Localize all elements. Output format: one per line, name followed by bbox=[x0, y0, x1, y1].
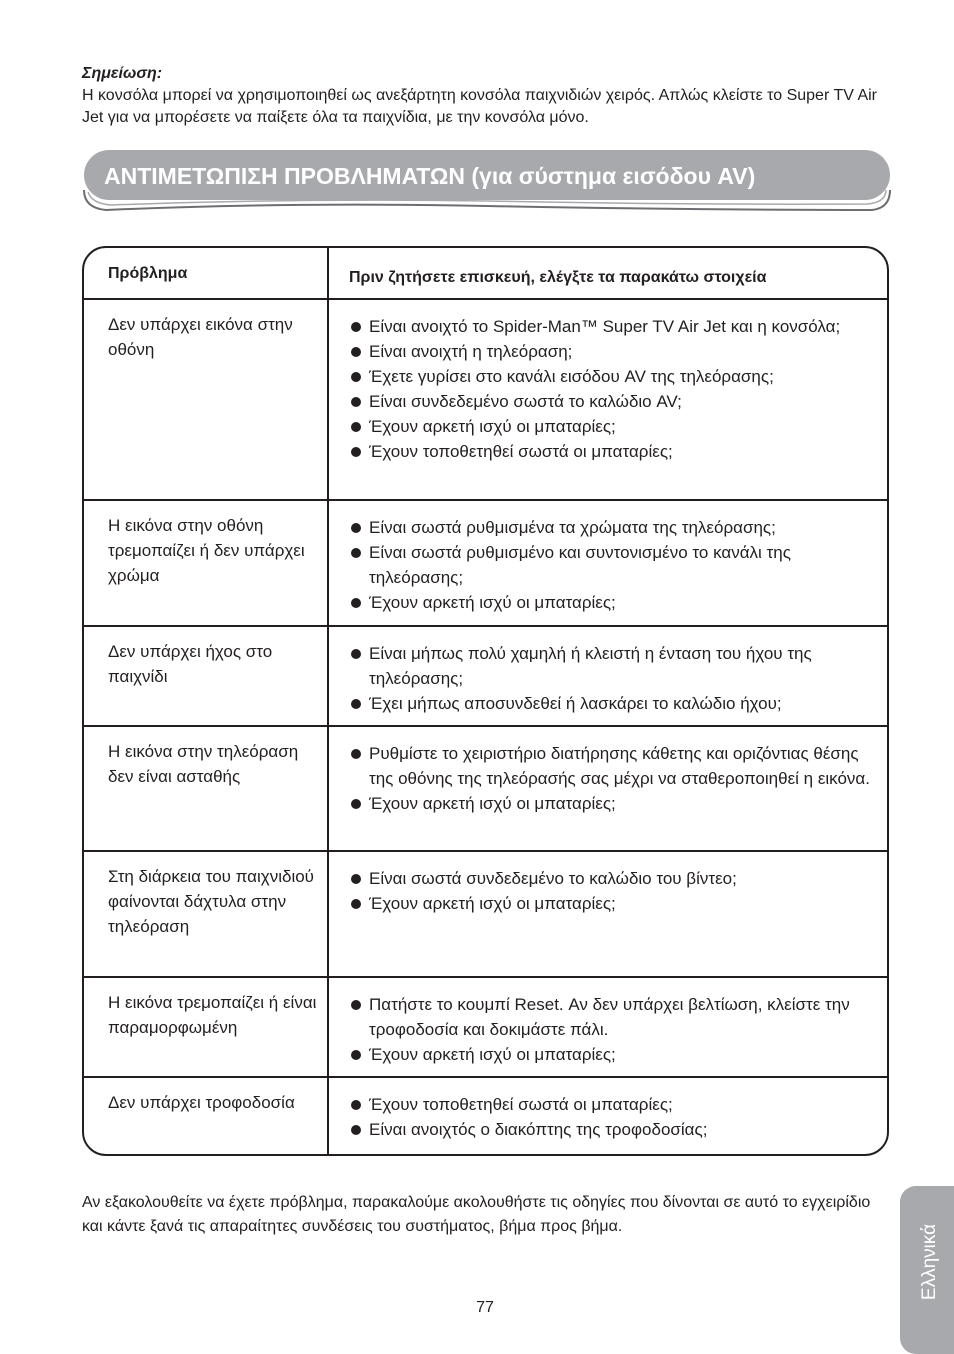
troubleshooting-table bbox=[82, 246, 889, 1156]
check-item: Είναι ανοιχτό το Spider-Man™ Super TV Air Jet και η κονσόλα; bbox=[350, 314, 870, 339]
page-number: 77 bbox=[476, 1299, 494, 1316]
problem-cell: Η εικόνα στην τηλεόραση δεν είναι ασταθής bbox=[108, 742, 299, 786]
check-item: Πατήστε το κουμπί Reset. Αν δεν υπάρχει βελτίωση, κλείστε την τροφοδοσία και δοκιμάστε πάλι. bbox=[350, 992, 870, 1042]
problem-cell: Δεν υπάρχει ήχος στο παιχνίδι bbox=[108, 642, 273, 686]
header-problem: Πρόβλημα bbox=[108, 265, 188, 282]
check-item: Έχουν αρκετή ισχύ οι μπαταρίες; bbox=[350, 590, 870, 615]
check-item: Έχει μήπως αποσυνδεθεί ή λασκάρει το καλώδιο ήχου; bbox=[350, 691, 870, 716]
problem-cell: Δεν υπάρχει εικόνα στην οθόνη bbox=[108, 315, 293, 359]
row-separator bbox=[84, 1076, 887, 1078]
check-item: Έχουν αρκετή ισχύ οι μπαταρίες; bbox=[350, 891, 870, 916]
check-item: Είναι σωστά συνδεδεμένο το καλώδιο του βίντεο; bbox=[350, 866, 870, 891]
note-title: Σημείωση: bbox=[82, 65, 163, 82]
check-item: Είναι σωστά ρυθμισμένα τα χρώματα της τηλεόρασης; bbox=[350, 515, 870, 540]
check-item: Είναι σωστά ρυθμισμένο και συντονισμένο το κανάλι της τηλεόρασης; bbox=[350, 540, 870, 590]
row-separator bbox=[84, 976, 887, 978]
checks-list bbox=[350, 741, 870, 816]
note-block bbox=[82, 63, 892, 129]
check-item: Ρυθμίστε το χειριστήριο διατήρησης κάθετης και οριζόντιας θέσης της οθόνης της τηλεόρασής σας μέχρι να σταθεροποιηθεί η εικόνα. bbox=[350, 741, 870, 791]
checks-list bbox=[350, 866, 870, 916]
row-separator bbox=[84, 625, 887, 627]
check-item: Έχουν αρκετή ισχύ οι μπαταρίες; bbox=[350, 414, 870, 439]
checks-list bbox=[350, 515, 870, 615]
header-checks: Πριν ζητήσετε επισκευή, ελέγξτε τα παρακάτω στοιχεία bbox=[349, 269, 767, 286]
row-separator bbox=[84, 850, 887, 852]
check-item: Έχετε γυρίσει στο κανάλι εισόδου AV της τηλεόρασης; bbox=[350, 364, 870, 389]
checks-list bbox=[350, 1092, 870, 1142]
check-item: Έχουν τοποθετηθεί σωστά οι μπαταρίες; bbox=[350, 1092, 870, 1117]
check-item: Είναι μήπως πολύ χαμηλή ή κλειστή η ένταση του ήχου της τηλεόρασης; bbox=[350, 641, 870, 691]
check-item: Έχουν αρκετή ισχύ οι μπαταρίες; bbox=[350, 1042, 870, 1067]
check-item: Έχουν αρκετή ισχύ οι μπαταρίες; bbox=[350, 791, 870, 816]
note-text: Η κονσόλα μπορεί να χρησιμοποιηθεί ως ανεξάρτητη κονσόλα παιχνιδιών χειρός. Απλώς κλείστε το Super TV Air Jet για να μπορέσετε να παίξετε όλα τα παιχνίδια, με την κονσόλα μόνο. bbox=[82, 87, 877, 126]
checks-list bbox=[350, 314, 870, 464]
section-banner bbox=[82, 150, 892, 216]
column-divider bbox=[327, 248, 329, 1154]
checks-list bbox=[350, 992, 870, 1067]
row-separator bbox=[84, 298, 887, 300]
problem-cell: Δεν υπάρχει τροφοδοσία bbox=[108, 1093, 295, 1112]
check-item: Έχουν τοποθετηθεί σωστά οι μπαταρίες; bbox=[350, 439, 870, 464]
problem-cell: Η εικόνα στην οθόνη τρεμοπαίζει ή δεν υπάρχει χρώμα bbox=[108, 516, 305, 585]
banner-title: ΑΝΤΙΜΕΤΩΠΙΣΗ ΠΡΟΒΛΗΜΑΤΩΝ (για σύστημα εισόδου AV) bbox=[104, 163, 756, 189]
problem-cell: Η εικόνα τρεμοπαίζει ή είναι παραμορφωμένη bbox=[108, 993, 317, 1037]
row-separator bbox=[84, 499, 887, 501]
check-item: Είναι συνδεδεμένο σωστά το καλώδιο AV; bbox=[350, 389, 870, 414]
row-separator bbox=[84, 725, 887, 727]
problem-cell: Στη διάρκεια του παιχνιδιού φαίνονται δάχτυλα στην τηλεόραση bbox=[108, 867, 314, 936]
language-tab-label: Ελληνικά bbox=[919, 1223, 940, 1301]
footer-text: Αν εξακολουθείτε να έχετε πρόβλημα, παρακαλούμε ακολουθήστε τις οδηγίες που δίνονται σε αυτό το εγχειρίδιο και κάντε ξανά τις απαραίτητες συνδέσεις του συστήματος, βήμα προς βήμα. bbox=[82, 1194, 871, 1235]
check-item: Είναι ανοιχτή η τηλεόραση; bbox=[350, 339, 870, 364]
checks-list bbox=[350, 641, 870, 716]
check-item: Είναι ανοιχτός ο διακόπτης της τροφοδοσίας; bbox=[350, 1117, 870, 1142]
